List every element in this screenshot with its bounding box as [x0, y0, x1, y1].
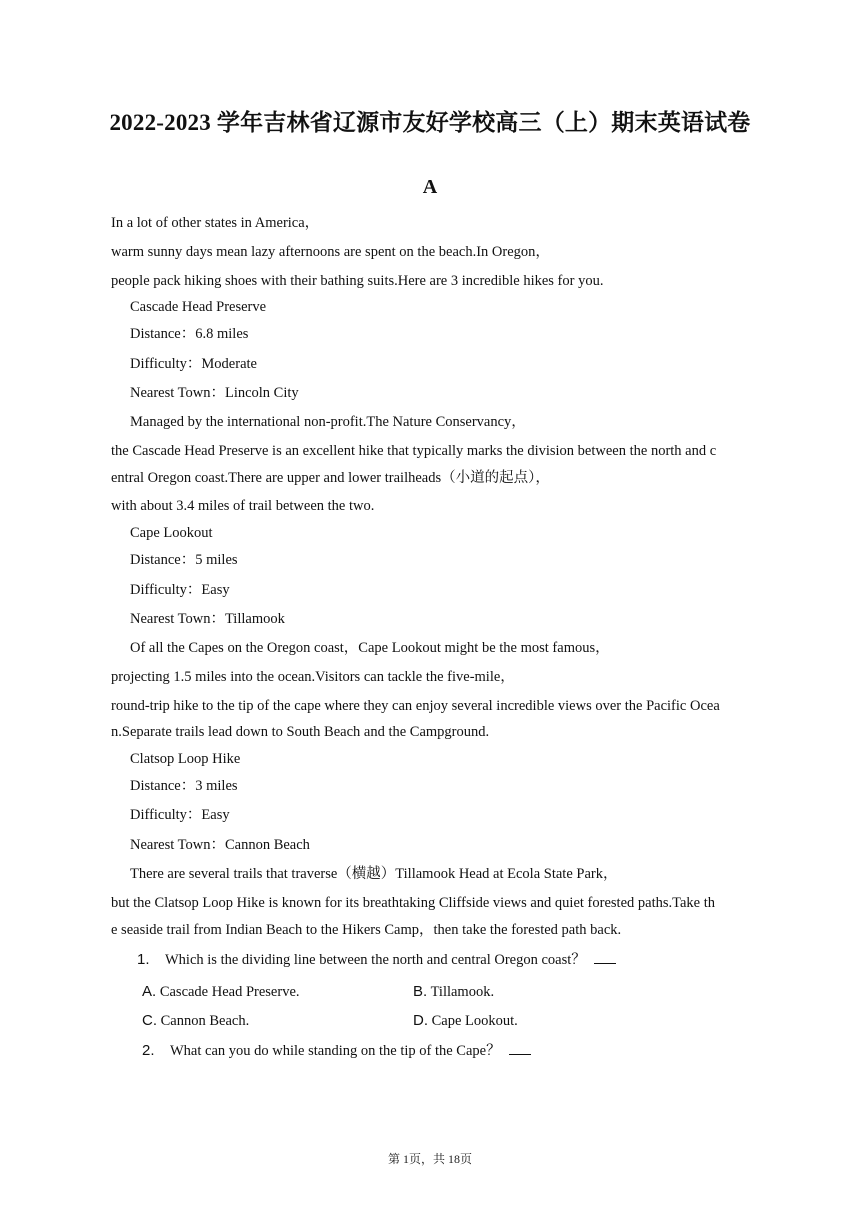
question-text: What can you do while standing on the tip of the Cape？: [170, 1043, 501, 1059]
question-number: 2.: [142, 1042, 155, 1059]
option-d[interactable]: [413, 1012, 518, 1030]
option-b[interactable]: [413, 983, 494, 1001]
passage-line: but the Clatsop Loop Hike is known for its breathtaking Cliffside views and quiet forested paths.Take th: [111, 895, 715, 911]
hike-nearest-town: Nearest Town：Cannon Beach: [130, 837, 310, 853]
question-number: 1.: [137, 951, 150, 968]
page-title: 2022-2023 学年吉林省辽源市友好学校高三（上）期末英语试卷: [109, 110, 751, 135]
passage-line: Of all the Capes on the Oregon coast，Cape Lookout might be the most famous，: [130, 640, 610, 656]
hike-difficulty: Difficulty：Easy: [130, 807, 230, 823]
option-text: Cape Lookout.: [431, 1013, 518, 1029]
passage-line: with about 3.4 miles of trail between the two.: [111, 498, 375, 514]
passage-line: people pack hiking shoes with their bathing suits.Here are 3 incredible hikes for you.: [111, 273, 604, 289]
question-1: [137, 951, 616, 969]
option-text: Cascade Head Preserve.: [159, 984, 300, 1000]
answer-blank[interactable]: [594, 951, 616, 964]
passage-line: entral Oregon coast.There are upper and lower trailheads（小道的起点），: [111, 470, 550, 486]
hike-name: Cascade Head Preserve: [130, 299, 267, 315]
hike-distance: Distance：3 miles: [130, 778, 238, 794]
question-2: [142, 1042, 531, 1060]
option-text: Tillamook.: [430, 984, 495, 1000]
hike-distance: Distance：5 miles: [130, 552, 238, 568]
passage-line: n.Separate trails lead down to South Beach and the Campground.: [111, 724, 490, 740]
hike-difficulty: Difficulty：Moderate: [130, 356, 257, 372]
passage-line: round-trip hike to the tip of the cape where they can enjoy several incredible views over the Pacific Ocea: [111, 698, 720, 714]
page-footer: 第 1页，共 18页: [387, 1152, 472, 1166]
hike-nearest-town: Nearest Town：Tillamook: [130, 611, 285, 627]
option-c[interactable]: [142, 1012, 249, 1030]
option-text: Cannon Beach.: [160, 1013, 250, 1029]
passage-line: There are several trails that traverse（横越）Tillamook Head at Ecola State Park，: [130, 866, 618, 882]
hike-name: Clatsop Loop Hike: [130, 751, 241, 767]
option-letter: C.: [142, 1012, 157, 1029]
option-letter: D.: [413, 1012, 428, 1029]
option-letter: B.: [413, 983, 428, 1000]
hike-distance: Distance：6.8 miles: [130, 326, 249, 342]
hike-nearest-town: Nearest Town：Lincoln City: [130, 385, 299, 401]
passage-line: e seaside trail from Indian Beach to the Hikers Camp，then take the forested path back.: [111, 922, 622, 938]
section-heading: A: [422, 176, 438, 198]
passage-line: Managed by the international non-profit.The Nature Conservancy，: [130, 414, 526, 430]
question-text: Which is the dividing line between the north and central Oregon coast？: [165, 952, 586, 968]
passage-line: the Cascade Head Preserve is an excellent hike that typically marks the division between the north and c: [111, 443, 717, 459]
passage-line: In a lot of other states in America，: [111, 215, 320, 231]
passage-line: warm sunny days mean lazy afternoons are spent on the beach.In Oregon，: [111, 244, 550, 260]
option-letter: A.: [142, 983, 157, 1000]
option-a[interactable]: [142, 983, 300, 1001]
answer-blank[interactable]: [509, 1042, 531, 1055]
hike-name: Cape Lookout: [130, 525, 213, 541]
hike-difficulty: Difficulty：Easy: [130, 582, 230, 598]
passage-line: projecting 1.5 miles into the ocean.Visitors can tackle the five-mile，: [111, 669, 515, 685]
